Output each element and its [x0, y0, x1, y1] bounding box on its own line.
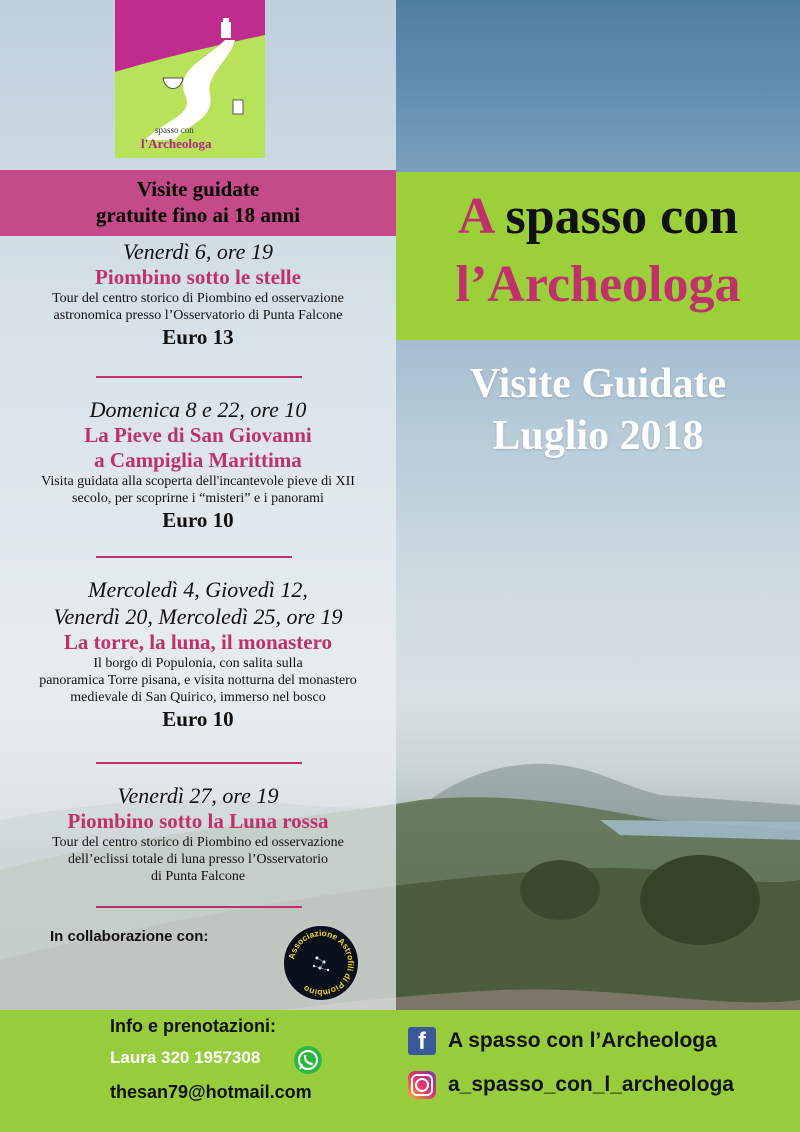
- event-description: dell’eclissi totale di luna presso l’Osservatorio: [67, 852, 329, 867]
- event-title: Piombino sotto la Luna rossa: [67, 809, 329, 833]
- event-title: La torre, la luna, il monastero: [63, 630, 333, 654]
- subtitle: [396, 358, 800, 462]
- event-3: [0, 576, 396, 732]
- phone-number[interactable]: Laura 320 1957308: [110, 1048, 261, 1067]
- collaboration-label: In collaborazione con:: [50, 928, 209, 945]
- banner-line2: gratuite fino ai 18 anni: [95, 203, 301, 227]
- astrofili-logo-art: [284, 926, 358, 1000]
- event-date: Domenica 8 e 22, ore 10: [89, 397, 307, 422]
- instagram-link[interactable]: [408, 1068, 734, 1102]
- event-price: Euro 10: [162, 508, 234, 532]
- facebook-label: A spasso con l’Archeologa: [448, 1029, 717, 1052]
- event-title: La Pieve di San Giovanni: [84, 423, 312, 447]
- event-date: Venerdì 20, Mercoledì 25, ore 19: [53, 604, 343, 629]
- event-4: [0, 782, 396, 885]
- separator: [96, 376, 302, 378]
- email-address[interactable]: thesan79@hotmail.com: [110, 1082, 312, 1102]
- event-description: di Punta Falcone: [150, 869, 246, 884]
- event-description: Tour del centro storico di Piombino ed osservazione: [52, 291, 344, 306]
- event-date: Venerdì 27, ore 19: [117, 783, 279, 808]
- event-description: Il borgo di Populonia, con salita sulla: [93, 656, 303, 671]
- event-description: secolo, per scoprirne i “misteri” e i panorami: [72, 491, 324, 506]
- event-description: panoramica Torre pisana, e visita notturna del monastero: [39, 673, 357, 688]
- facebook-icon: f: [408, 1027, 436, 1055]
- separator: [96, 762, 302, 764]
- separator: [96, 906, 302, 908]
- event-description: medievale di San Quirico, immerso nel bosco: [70, 690, 326, 705]
- logo-text: [141, 124, 251, 150]
- main-title-line1: [396, 186, 800, 248]
- main-title-line2: l’Archeologa: [455, 256, 741, 313]
- event-description: Tour del centro storico di Piombino ed osservazione: [52, 835, 344, 850]
- event-price: Euro 13: [162, 325, 234, 349]
- event-description: Visita guidata alla scoperta dell'incantevole pieve di XII: [41, 474, 355, 489]
- event-price: Euro 10: [162, 707, 234, 731]
- event-description: astronomica presso l’Osservatorio di Punta Falcone: [53, 308, 343, 323]
- instagram-label: a_spasso_con_l_archeologa: [448, 1073, 734, 1096]
- event-title: a Campiglia Marittima: [94, 448, 302, 472]
- banner-line1: Visite guidate: [136, 177, 260, 201]
- logo-line1: spasso con: [155, 125, 194, 135]
- main-title-a: A: [457, 188, 493, 245]
- astrofili-logo-text: Associazione Astrofili di Piombino: [286, 927, 357, 999]
- instagram-icon: [408, 1071, 436, 1099]
- event-1: [0, 238, 396, 350]
- facebook-link[interactable]: [408, 1024, 717, 1058]
- logo: [115, 0, 265, 158]
- subtitle-line1: Visite Guidate: [469, 361, 727, 407]
- main-title-block: [396, 172, 800, 340]
- event-title: Piombino sotto le stelle: [95, 265, 301, 289]
- free-visits-banner: [0, 170, 396, 236]
- event-date: Mercoledì 4, Giovedì 12,: [88, 577, 308, 602]
- astrofili-logo: [282, 924, 360, 1002]
- event-date: Venerdì 6, ore 19: [123, 239, 273, 264]
- whatsapp-glyph: [294, 1046, 322, 1074]
- separator: [96, 556, 292, 558]
- svg-text:Associazione Astrofili di Piom: [286, 928, 356, 998]
- logo-line2: l'Archeologa: [141, 136, 212, 151]
- info-title: Info e prenotazioni:: [110, 1016, 276, 1036]
- event-2: [0, 396, 396, 533]
- whatsapp-icon[interactable]: [294, 1046, 322, 1074]
- main-title-rest: spasso con: [492, 188, 739, 245]
- subtitle-line2: Luglio 2018: [492, 413, 704, 459]
